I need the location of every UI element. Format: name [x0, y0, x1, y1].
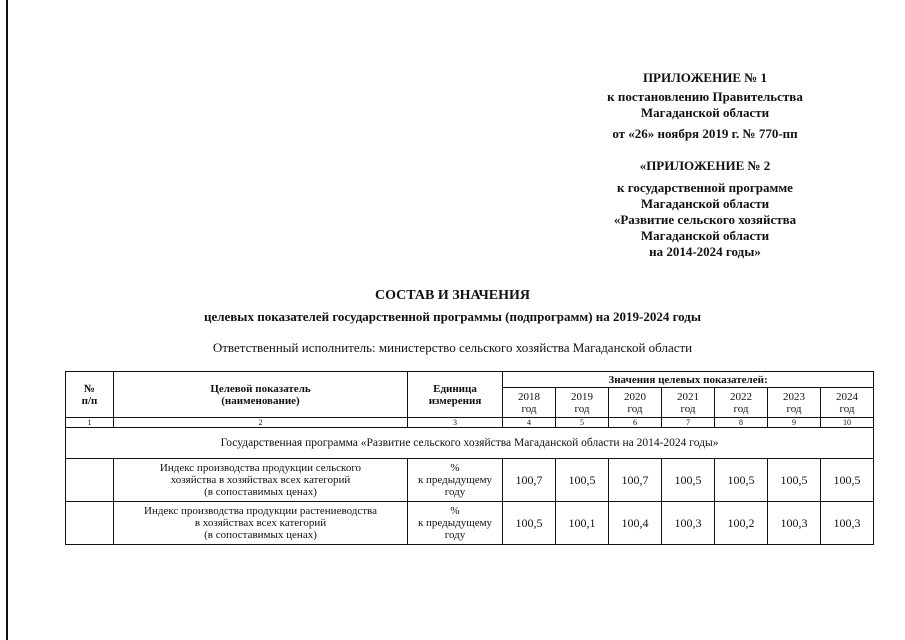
unit-of-measure [408, 502, 503, 545]
target-indicators-table [65, 371, 874, 545]
header-row [66, 372, 874, 388]
indicator-value: 100,5 [768, 459, 821, 502]
indicator-value: 100,7 [609, 459, 662, 502]
column-numbers-row [66, 418, 874, 428]
column-header-unit [408, 372, 503, 418]
column-number: 8 [715, 418, 768, 428]
appendix-1-block [580, 70, 830, 142]
table-row [66, 459, 874, 502]
indicator-value: 100,5 [503, 502, 556, 545]
unit-text: % [450, 462, 460, 474]
column-number: 3 [408, 418, 503, 428]
indicator-value: 100,3 [821, 502, 874, 545]
unit-text: к предыдущему [417, 474, 493, 486]
indicator-text: (в сопоставимых ценах) [204, 486, 317, 498]
column-header-year: 2020 год [609, 388, 662, 418]
responsible-executor: Ответственный исполнитель: министерство сельского хозяйства Магаданской области [212, 340, 693, 355]
unit-of-measure [408, 459, 503, 502]
appendix-2-line: Магаданской области [640, 228, 770, 243]
appendix-2-line: к государственной программе [617, 180, 793, 195]
unit-text: году [444, 486, 466, 498]
program-title: Государственная программа «Развитие сельского хозяйства Магаданской области на 2014-2024 годы» [66, 428, 874, 459]
column-header-year: 2024 год [821, 388, 874, 418]
indicator-value: 100,5 [662, 459, 715, 502]
indicator-value: 100,1 [556, 502, 609, 545]
column-header-values: Значения целевых показателей: [503, 372, 874, 388]
appendix-1-line: к постановлению Правительства [607, 89, 803, 104]
header-text: Целевой показатель [210, 382, 311, 395]
column-number: 10 [821, 418, 874, 428]
document-title: СОСТАВ И ЗНАЧЕНИЯ [374, 288, 531, 303]
row-number [66, 502, 114, 545]
indicator-text: Индекс производства продукции сельского [159, 462, 362, 474]
column-number: 9 [768, 418, 821, 428]
column-number: 4 [503, 418, 556, 428]
indicator-value: 100,7 [503, 459, 556, 502]
column-number: 1 [66, 418, 114, 428]
header-text: (наименование) [221, 394, 300, 407]
indicator-value: 100,5 [715, 459, 768, 502]
indicator-value: 100,2 [715, 502, 768, 545]
indicator-value: 100,3 [662, 502, 715, 545]
header-text: п/п [81, 394, 98, 407]
column-number: 2 [114, 418, 408, 428]
row-number [66, 459, 114, 502]
indicator-name [114, 502, 408, 545]
appendix-1-line: Магаданской области [640, 105, 770, 120]
column-header-year: 2019 год [556, 388, 609, 418]
column-header-indicator [114, 372, 408, 418]
program-title-row [66, 428, 874, 459]
indicator-text: хозяйства в хозяйствах всех категорий [170, 474, 351, 486]
appendix-2-line: на 2014-2024 годы» [649, 244, 761, 259]
column-number: 6 [609, 418, 662, 428]
indicator-text: (в сопоставимых ценах) [204, 529, 317, 541]
column-header-year: 2018 год [503, 388, 556, 418]
unit-text: году [444, 529, 466, 541]
column-header-year: 2022 год [715, 388, 768, 418]
appendix-2-line: Магаданской области [640, 196, 770, 211]
column-header-year: 2021 год [662, 388, 715, 418]
appendix-1-decree-date: от «26» ноября 2019 г. № 770-пп [612, 126, 798, 141]
header-text: измерения [428, 394, 482, 407]
table-row [66, 502, 874, 545]
header-text: Единица [433, 382, 477, 395]
document-subtitle: целевых показателей государственной программы (подпрограмм) на 2019-2024 годы [203, 309, 702, 324]
header-text: № [83, 382, 96, 395]
indicator-value: 100,3 [768, 502, 821, 545]
indicator-text: Индекс производства продукции растениеводства [144, 505, 377, 517]
column-header-number [66, 372, 114, 418]
appendix-2-block [580, 158, 830, 260]
indicator-text: в хозяйствах всех категорий [194, 517, 327, 529]
appendix-2-line: «Развитие сельского хозяйства [613, 212, 797, 227]
column-header-year: 2023 год [768, 388, 821, 418]
indicator-name [114, 459, 408, 502]
appendix-2-title: «ПРИЛОЖЕНИЕ № 2 [639, 158, 771, 173]
indicator-value: 100,5 [556, 459, 609, 502]
appendix-1-title: ПРИЛОЖЕНИЕ № 1 [642, 70, 768, 85]
column-number: 5 [556, 418, 609, 428]
indicator-value: 100,5 [821, 459, 874, 502]
indicator-value: 100,4 [609, 502, 662, 545]
unit-text: % [450, 505, 460, 517]
unit-text: к предыдущему [417, 517, 493, 529]
column-number: 7 [662, 418, 715, 428]
